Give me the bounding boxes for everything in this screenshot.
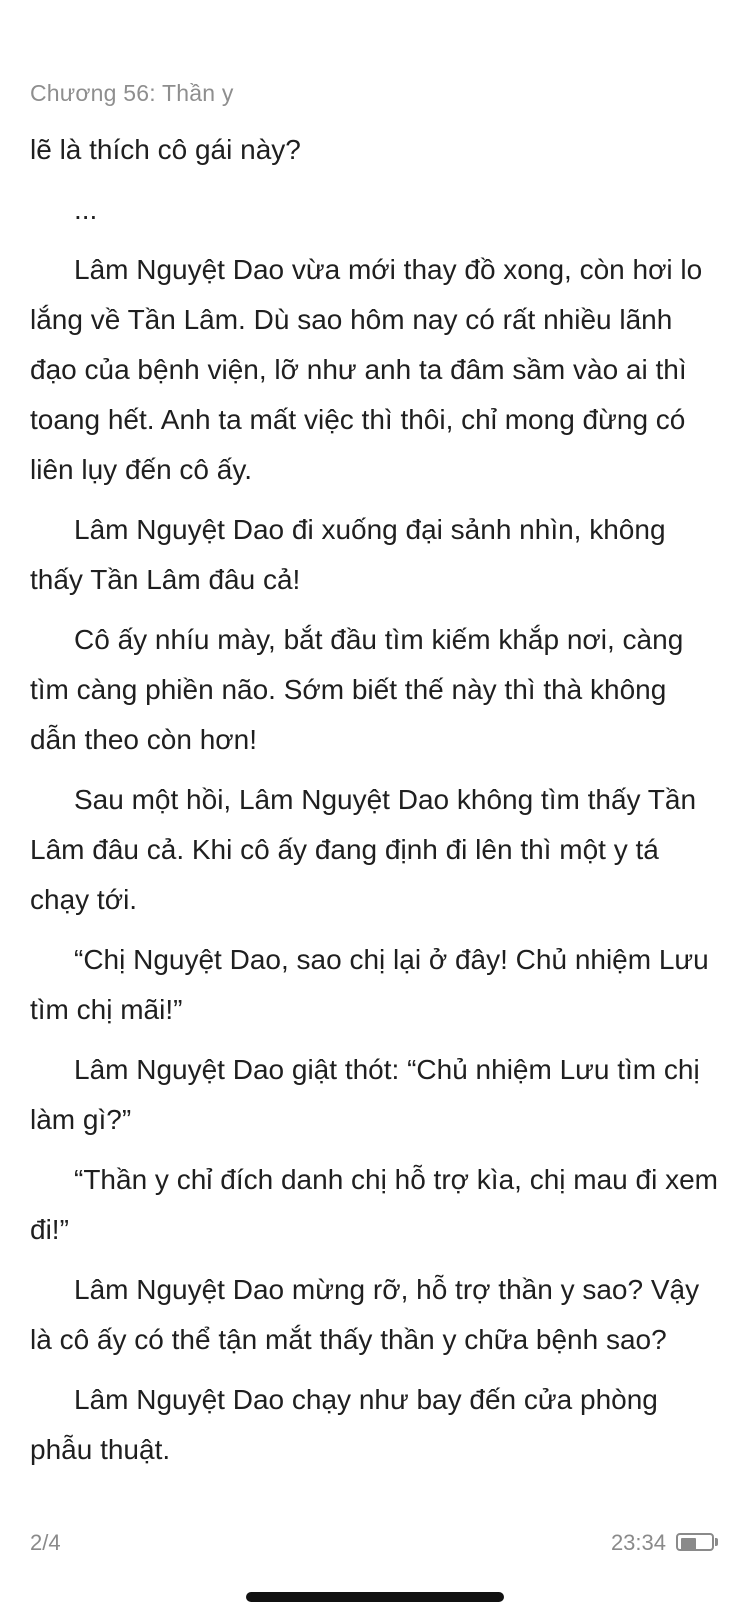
paragraph: lẽ là thích cô gái này? <box>30 134 301 165</box>
battery-fill <box>681 1538 696 1550</box>
paragraph: Lâm Nguyệt Dao mừng rỡ, hỗ trợ thần y sao? Vậy là cô ấy có thể tận mắt thấy thần y chữa bệnh sao? <box>30 1274 700 1355</box>
status-area <box>611 1530 720 1556</box>
paragraph: Cô ấy nhíu mày, bắt đầu tìm kiếm khắp nơi, càng tìm càng phiền não. Sớm biết thế này thì thà không dẫn theo còn hơn! <box>30 624 684 755</box>
paragraph: Sau một hồi, Lâm Nguyệt Dao không tìm thấy Tần Lâm đâu cả. Khi cô ấy đang định đi lên thì một y tá chạy tới. <box>30 784 697 915</box>
paragraph: ... <box>74 194 98 225</box>
battery-icon <box>676 1533 720 1553</box>
paragraph: “Thần y chỉ đích danh chị hỗ trợ kìa, chị mau đi xem đi!” <box>30 1164 718 1245</box>
paragraph: Lâm Nguyệt Dao đi xuống đại sảnh nhìn, không thấy Tần Lâm đâu cả! <box>30 514 666 595</box>
battery-body <box>676 1533 714 1551</box>
chapter-title: Chương 56: Thần y <box>30 80 234 106</box>
page-indicator: 2/4 <box>30 1530 61 1555</box>
reading-content[interactable] <box>30 125 720 1485</box>
paragraph: Lâm Nguyệt Dao chạy như bay đến cửa phòng phẫu thuật. <box>30 1384 658 1465</box>
home-indicator[interactable] <box>246 1592 504 1602</box>
paragraph: “Chị Nguyệt Dao, sao chị lại ở đây! Chủ nhiệm Lưu tìm chị mãi!” <box>30 944 709 1025</box>
battery-tip <box>715 1538 718 1546</box>
clock-time: 23:34 <box>610 1530 666 1555</box>
paragraph: Lâm Nguyệt Dao vừa mới thay đồ xong, còn hơi lo lắng về Tần Lâm. Dù sao hôm nay có rất nhiều lãnh đạo của bệnh viện, lỡ như anh ta đâm sầm vào ai thì toang hết. Anh ta mất việc thì thôi, chỉ mong đừng có liên lụy đến cô ấy. <box>30 254 703 485</box>
paragraph: Lâm Nguyệt Dao giật thót: “Chủ nhiệm Lưu tìm chị làm gì?” <box>30 1054 700 1135</box>
